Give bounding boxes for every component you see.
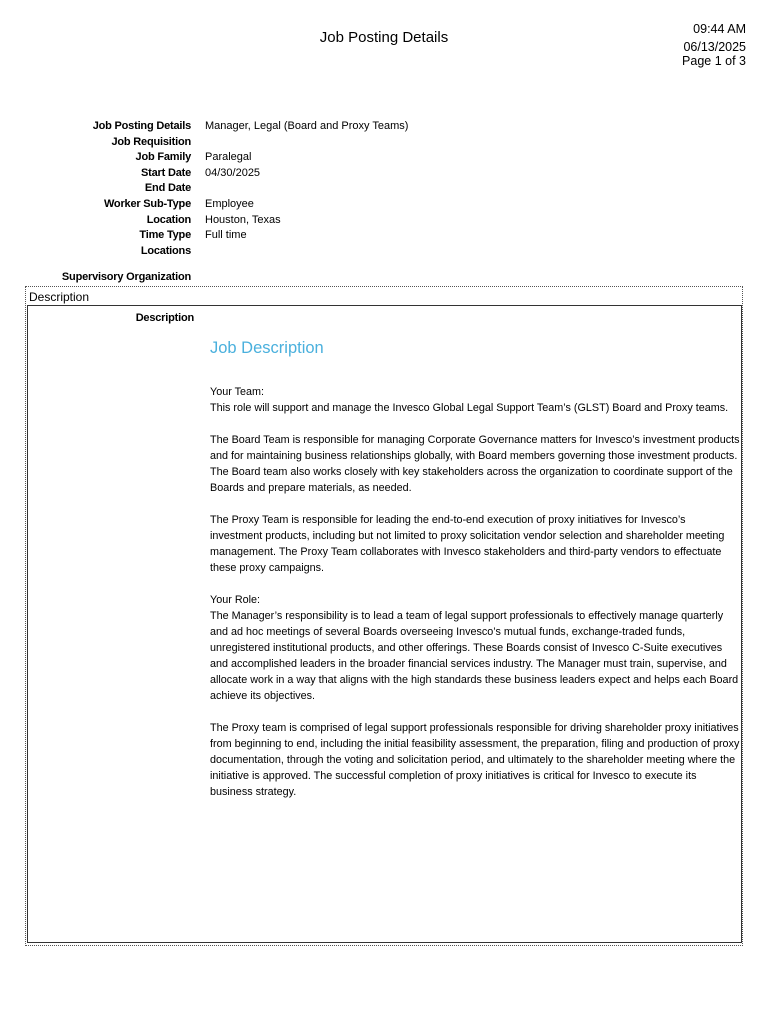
field-row-end-date bbox=[0, 181, 768, 197]
paragraph-text: This role will support and manage the Invesco Global Legal Support Team’s (GLST) Board and Proxy teams. bbox=[210, 402, 729, 414]
paragraph-your-role bbox=[210, 592, 740, 704]
field-label: End Date bbox=[144, 182, 191, 195]
field-row-job-posting-details bbox=[0, 119, 768, 135]
description-box bbox=[27, 305, 742, 943]
field-label: Locations bbox=[140, 244, 191, 257]
page-number: Page 1 of 3 bbox=[682, 54, 746, 68]
paragraph-your-team bbox=[210, 384, 740, 416]
field-row-start-date bbox=[0, 166, 768, 182]
supervisory-organization-label: Supervisory Organization bbox=[61, 271, 191, 283]
field-label: Location bbox=[146, 213, 191, 226]
field-label: Job Requisition bbox=[111, 135, 191, 148]
field-label: Job Posting Details bbox=[92, 120, 191, 132]
field-value: Full time bbox=[205, 229, 247, 242]
field-value: 04/30/2025 bbox=[205, 166, 261, 179]
paragraph-text: The Board Team is responsible for managing Corporate Governance matters for Invesco’s investment products and for maintaining business relationships globally, with Board members governing those investment products. The Board team also works closely with key stakeholders across the organization to coordinate support of the Boards and prepare materials, as needed. bbox=[210, 434, 740, 494]
field-value: Houston, Texas bbox=[205, 213, 281, 226]
field-row-job-family bbox=[0, 150, 768, 166]
description-field-label: Description bbox=[135, 312, 194, 324]
job-description-heading: Job Description bbox=[210, 339, 324, 357]
field-row-time-type bbox=[0, 228, 768, 244]
paragraph-proxy-team-detail bbox=[210, 720, 740, 800]
field-label: Worker Sub-Type bbox=[103, 197, 191, 210]
field-row-location bbox=[0, 213, 768, 229]
paragraph-title: Your Team: bbox=[210, 386, 265, 398]
paragraph-proxy-team bbox=[210, 512, 740, 576]
field-row-job-requisition bbox=[0, 135, 768, 151]
paragraph-text: The Proxy Team is responsible for leading the end-to-end execution of proxy initiatives for Invesco’s investment products, including but not limited to proxy solicitation vendor selection and shareholder meeting management. The Proxy Team collaborates with Invesco stakeholders and third-party vendors to effectuate these proxy campaigns. bbox=[210, 514, 725, 574]
print-meta bbox=[682, 22, 746, 68]
description-section-label: Description bbox=[29, 290, 90, 304]
field-value: Manager, Legal (Board and Proxy Teams) bbox=[205, 120, 409, 132]
paragraph-text: The Proxy team is comprised of legal support professionals responsible for driving shareholder proxy initiatives from beginning to end, including the initial feasibility assessment, the preparation, filing and production of proxy documentation, through the voting and solicitation period, and ultimately to the shareholder meeting where the initiative is approved. The successful completion of proxy initiatives is critical for Invesco to execute its business strategy. bbox=[210, 722, 740, 798]
field-value: Employee bbox=[205, 197, 254, 210]
field-row-locations bbox=[0, 244, 768, 260]
paragraph-title: Your Role: bbox=[210, 594, 261, 606]
field-row-worker-sub-type bbox=[0, 197, 768, 213]
paragraph-text: The Manager’s responsibility is to lead a team of legal support professionals to effectively manage quarterly and ad hoc meetings of several Boards overseeing Invesco’s mutual funds, exchange-traded funds, unregistered institutional products, and other offerings. These Boards consist of Invesco C-Suite executives and accomplished leaders in the broader financial services industry. The Manager must train, supervise, and allocate work in a way that aligns with the high standards these business leaders expect and helps each Board achieve its objectives. bbox=[210, 610, 739, 702]
print-date: 06/13/2025 bbox=[683, 40, 746, 54]
job-fields bbox=[0, 119, 768, 259]
page-title: Job Posting Details bbox=[319, 29, 449, 46]
description-content bbox=[210, 337, 740, 816]
description-section bbox=[25, 286, 743, 946]
field-label: Job Family bbox=[135, 151, 191, 164]
field-label: Start Date bbox=[141, 166, 191, 179]
field-label: Time Type bbox=[139, 229, 191, 242]
paragraph-board-team bbox=[210, 432, 740, 496]
print-time: 09:44 AM bbox=[693, 22, 746, 36]
field-value: Paralegal bbox=[205, 151, 252, 164]
